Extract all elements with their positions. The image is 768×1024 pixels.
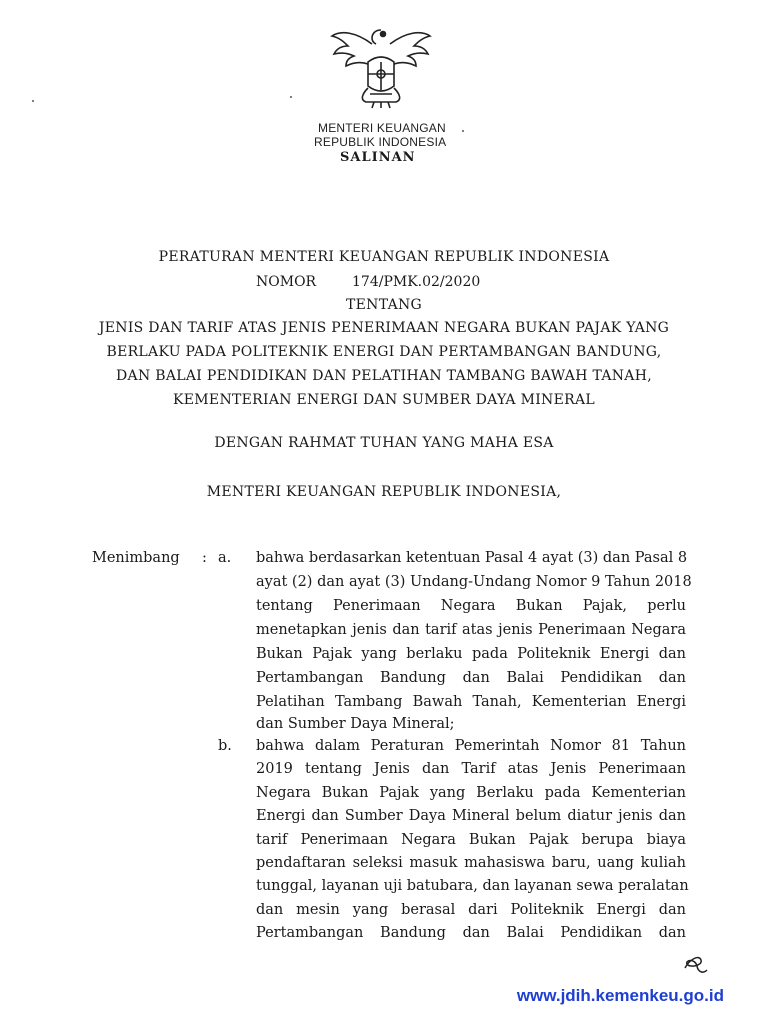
copy-mark: SALINAN [340,150,416,165]
regulation-title: PERATURAN MENTERI KEUANGAN REPUBLIK INDONESIA [158,249,610,265]
subject-line: BERLAKU PADA POLITEKNIK ENERGI DAN PERTAMBANGAN BANDUNG, [106,344,662,360]
item-b-line: tunggal, layanan uji batubara, dan layanan sewa peralatan [256,878,689,894]
website-link[interactable]: www.jdih.kemenkeu.go.id [516,986,724,1005]
subject-line: KEMENTERIAN ENERGI DAN SUMBER DAYA MINERAL [173,392,595,408]
scan-speck [290,96,292,98]
scan-speck [32,100,34,102]
item-a-line: Bukan Pajak yang berlaku pada Politeknik Energi dan [256,646,686,662]
item-a-line: dan Sumber Daya Mineral; [256,716,455,732]
item-a-line: menetapkan jenis dan tarif atas jenis Penerimaan Negara [256,622,686,638]
nomor-value: 174/PMK.02/2020 [352,274,481,290]
nomor-label: NOMOR [256,274,317,290]
section-separator: : [202,550,207,566]
item-b-line: Pertambangan Bandung dan Balai Pendidikan dan [256,925,686,941]
invocation: DENGAN RAHMAT TUHAN YANG MAHA ESA [214,435,554,451]
issuer: MENTERI KEUANGAN REPUBLIK INDONESIA, [206,484,562,500]
item-b-line: pendaftaran seleksi masuk mahasiswa baru, uang kuliah [256,855,686,871]
tentang-heading: TENTANG [345,297,423,313]
subject-line: DAN BALAI PENDIDIKAN DAN PELATIHAN TAMBANG BAWAH TANAH, [116,368,652,384]
institution-line-2: REPUBLIK INDONESIA [314,135,447,149]
item-b-line: 2019 tentang Jenis dan Tarif atas Jenis Penerimaan [256,761,686,777]
item-a-line: bahwa berdasarkan ketentuan Pasal 4 ayat (3) dan Pasal 8 [256,550,688,566]
item-b-line: bahwa dalam Peraturan Pemerintah Nomor 81 Tahun [256,738,686,754]
section-label-menimbang: Menimbang [92,550,180,566]
scan-speck [462,130,464,132]
item-marker-b: b. [218,738,232,754]
garuda-emblem-icon [326,22,436,112]
item-a-line: Pelatihan Tambang Bawah Tanah, Kementerian Energi [256,694,686,710]
item-a-line: tentang Penerimaan Negara Bukan Pajak, perlu [256,598,686,614]
item-b-line: tarif Penerimaan Negara Bukan Pajak berupa biaya [256,832,686,848]
institution-line-1: MENTERI KEUANGAN [318,121,446,135]
item-marker-a: a. [218,550,232,566]
item-b-line: dan mesin yang berasal dari Politeknik Energi dan [256,902,686,918]
item-a-line: ayat (2) dan ayat (3) Undang-Undang Nomor 9 Tahun 2018 [256,574,692,590]
item-a-line: Pertambangan Bandung dan Balai Pendidikan dan [256,670,686,686]
subject-line: JENIS DAN TARIF ATAS JENIS PENERIMAAN NEGARA BUKAN PAJAK YANG [98,320,670,336]
item-b-line: Energi dan Sumber Daya Mineral belum diatur jenis dan [256,808,686,824]
initial-signature-icon [679,950,713,978]
item-b-line: Negara Bukan Pajak yang Berlaku pada Kementerian [256,785,686,801]
